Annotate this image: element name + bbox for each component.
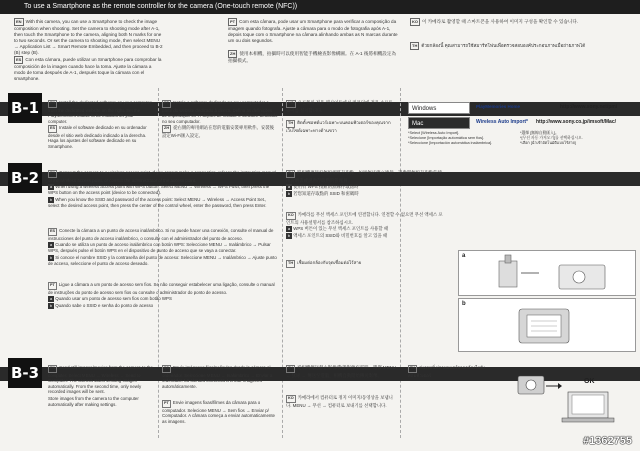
section-b1-label: B-1 <box>8 93 42 123</box>
b3-ko: KO 카메라에서 컴퓨터로 정지 이미지/동영상을 보냅니다. MENU → 무선 → 컴퓨터로 보내기를 선택합니다. <box>286 395 393 408</box>
b3-pt: PT Envie imagens fixas/filmes da câmara para o computador. Selecione MENU → Sem fios → Enviar p/ Computador. A câmara começa a enviar automaticamente as imagens. <box>162 400 275 424</box>
playmemories-brand: PlayMemories Home <box>476 104 521 109</box>
mac-logo: Mac <box>408 117 470 129</box>
lang-tag: KO <box>412 19 418 24</box>
mac-url-link[interactable]: http://www.sony.co.jp/imsoft/Mac/ <box>536 119 617 125</box>
column-divider <box>282 88 283 438</box>
intro-pt <box>228 18 398 44</box>
access-point-illustration <box>458 298 636 352</box>
intro-text: 이 카메라로 촬영할 때 스마트폰을 사용하여 이미지 구성을 확인할 수 있습니다. <box>422 19 579 24</box>
send-to-computer-illustration <box>510 372 630 432</box>
intro-text: Com esta câmara, pode usar um Smartphone para verificar a composição da imagem quando fotografa. Ajuste a câmara para o modo de fotografia após A-1, depois toque com o Smartphone na câmara alinhando ambas as N marcas durante um ou dois segundos. <box>228 19 398 43</box>
intro-es <box>14 56 164 82</box>
b3-en: EN Send still images/movies from the camera to the computer. Select MENU → Wireless → Send to Computer. The camera starts sending images automatically. From the second time, only newly recorded images will be sent. Store images from the camera to the computer automatically after making settings. <box>48 365 153 407</box>
intro-ko <box>410 18 630 26</box>
b3-th: TH ส่งภาพนิ่ง/ภาพยนตร์จากกล้องไปยังคอมพิวเตอร์ <box>408 365 486 378</box>
step-a-badge: a <box>49 184 53 190</box>
b1-pt: PT Instale o software dedicado no seu computador a partir do website dedicado à direita. Defina as definições de importação Wi-Fi depois de instalar o software dedicado no seu computador. <box>162 100 278 124</box>
section-b2-label: B-2 <box>8 163 42 193</box>
intro-th <box>410 42 630 50</box>
wps-illustration <box>458 250 636 296</box>
figure-b-label: b <box>462 301 466 307</box>
lang-tag: PT <box>230 19 236 24</box>
b1-notes-asian: *選擇 [無線自動匯入]。 *[무선 자동 가져오기]를 선택하십시오. *เลือก [นำเข้าอัตโนมัติแบบไร้สาย] <box>520 131 583 145</box>
b2-en: EN Connect the camera to a wireless access point. If you cannot make a connection, refer to the instruction manual of the wireless access point, or consult the administrator of the access point. a When using a wireless access point with WPS button: Select MENU → Wireless → WPS Push, then press the WPS button on the access point (device to be connected). b When you know the SSID and password of the access point: Select MENU → Wireless → Access Point Set., select the desired access point, then press the center of the control wheel, enter the password, then press Enter. <box>48 170 277 208</box>
lang-tag: ZH <box>230 51 236 56</box>
b2-ko: KO 카메라를 무선 액세스 포인트에 연결합니다. 연결할 수 없으면 무선 액세스 포인트의 사용설명서를 참조하십시오. a WPS 버튼이 있는 무선 액세스 포인트를 사용할 때 b 액세스 포인트의 SSID와 비밀번호를 알고 있을 때 <box>286 212 443 239</box>
lang-tag: TH <box>412 43 418 48</box>
step-b-badge: b <box>49 196 53 202</box>
b3-zh: ZH 從相機傳送靜止影像/動態影像至電腦。選擇 MENU → 無線 → 傳送至電腦。相機自動開始傳送影像。 <box>286 365 396 378</box>
intro-text: ด้วยกล้องนี้ คุณสามารถใช้สมาร์ทโฟนเพื่อตรวจสอบองค์ประกอบภาพเมื่อถ่ายภาพได้ <box>421 43 586 48</box>
watermark: #1362755 <box>583 435 632 447</box>
intro-text: 使用本相機，拍攝時可以使用智能手機檢查影像構圖。在 A-1 後將相機設定為拍攝模式。 <box>228 51 397 63</box>
intro-zh <box>228 50 398 64</box>
b3-es: ES Envíe imágenes fijas/películas desde la cámara al ordenador. Seleccione MENU → Inalámbrico → Enviar a ordenador. La cámara comienza a enviar imágenes automáticamente. <box>162 365 273 389</box>
page-title: To use a Smartphone as the remote controller for the camera (One-touch remote (NFC)) <box>0 0 640 14</box>
intro-en <box>14 18 164 56</box>
figure-a-label: a <box>462 253 466 259</box>
b2-zh: ZH 將相機連接至無線網路存取點。如果無法建立連接，請參閱無線存取點的使用說明書或諮詢存取點的管理員。 a 使用有 WPS 按鈕的無線存取點時 b 若您知道存取點的 SSID 和密碼時 <box>286 170 442 197</box>
b1-zh: ZH 從右側的專用網站在您的電腦安裝專用軟件。安裝後設定Wi-Fi匯入設定。 <box>162 125 275 138</box>
router-camera-icon <box>459 251 635 295</box>
intro-text: Con esta cámara, puede utilizar un Smartphone para comprobar la composición de la imagen cuando hace la toma. Ajuste la cámara a modo de toma después de A-1, después toque la cámara con el smartphone. <box>14 57 162 81</box>
lang-tag: ES <box>16 57 22 62</box>
b2-th: TH เชื่อมต่อกล้องกับจุดเชื่อมต่อไร้สาย <box>286 260 446 269</box>
b1-es: ES Instale el software dedicado en su ordenador desde el sitio web dedicado indicado a la derecha. Haga los ajustes del software dedicado en su Smartphone. <box>48 125 147 149</box>
b2-es: ES Conecte la cámara a un punto de acceso inalámbrico. Si no puede hacer una conexión, consulte el manual de instrucciones del punto de acceso inalámbrico, o consulte con el administrador del punto de acceso. a Cuando se utiliza un punto de acceso inalámbrico con botón WPS: Seleccione MENU → Inalámbrico → Pulsar WPS, después pulse el botón WPS en el dispositivo de punto de acceso que se vaya a conectar. b Si conoce el nombre SSID y la contraseña del punto de acceso: Seleccione MENU → Inalámbrico → Ajuste punto de acceso, seleccione el punto de acceso deseado. <box>48 228 277 266</box>
camera-menu-icon <box>459 299 635 351</box>
intro-text: With this camera, you can use a Smartphone to check the image composition when shooting. Set the camera to shooting mode after A-1, then touch the Smartphone to the camera, aligning both N marks for one to two seconds. Or set the camera to shooting mode, then select MENU → Application List → Smart Remote Embedded, and then proceed to B-2 (B) step (B). <box>14 19 163 55</box>
windows-url-link[interactable]: http://www.sony.net/pm/ <box>560 104 618 110</box>
lang-tag: EN <box>16 19 22 24</box>
ok-label: OK <box>584 378 595 385</box>
wireless-auto-import-brand: Wireless Auto Import* <box>476 119 528 125</box>
b1-th: TH ติดตั้งซอฟต์แวร์เฉพาะบนคอมพิวเตอร์ของคุณจากเว็บไซต์เฉพาะทางด้านขวา <box>286 120 391 133</box>
b1-en: EN Install the dedicated software on your computer from the dedicated website on the right. Set the PlayMemories Mobile to be enabled on your computer. <box>48 100 152 124</box>
b1-ko: KO 오른쪽의 전용 웹사이트에서 컴퓨터에 전용 소프트웨어를 설치합니다. <box>286 100 393 113</box>
windows-logo: Windows <box>408 102 470 114</box>
section-b3-label: B-3 <box>8 358 42 388</box>
b2-pt: PT Ligue a câmara a um ponto de acesso sem fios. Se não conseguir estabelecer uma ligação, consulte o manual de instruções do ponto de acesso sem fios ou consulte o administrador do ponto de acesso. a Quando usar um ponto de acesso sem fios com botão WPS b Quando sabe o SSID e senha do ponto de acesso <box>48 282 275 309</box>
b1-notes: *Select [Wireless Auto Import]. *Selecione [Importação automática sem fios]. *Seleccione [Importación automática inalámbrica]. <box>408 131 493 145</box>
